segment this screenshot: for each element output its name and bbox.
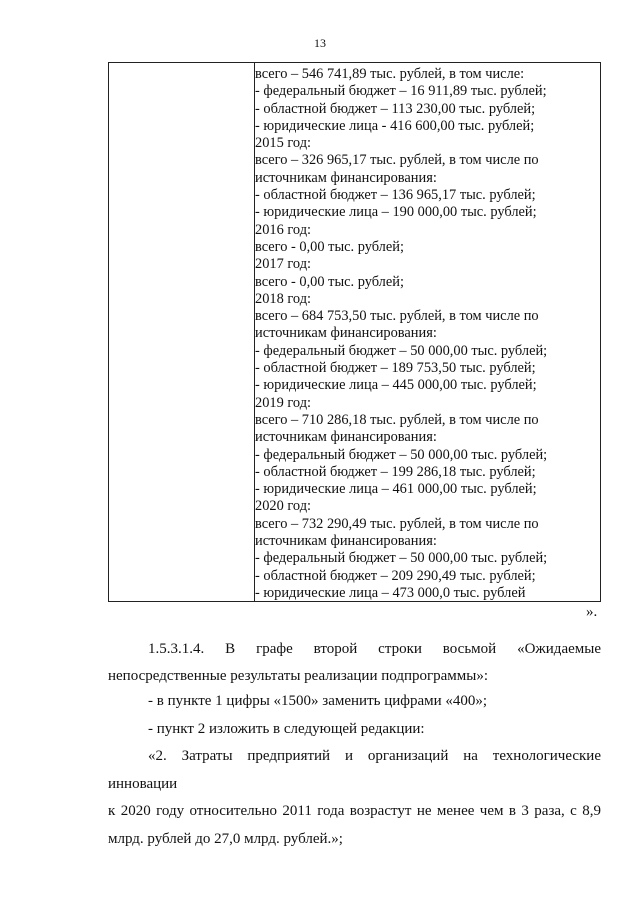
table-line: всего – 326 965,17 тыс. рублей, в том числе по xyxy=(255,152,539,169)
list-item: - в пункте 1 цифры «1500» заменить цифрами «400»; xyxy=(148,693,488,709)
table-line: - областной бюджет – 209 290,49 тыс. рублей; xyxy=(255,567,536,584)
table-line: всего – 684 753,50 тыс. рублей, в том числе по xyxy=(255,308,539,325)
table-line: - юридические лица – 473 000,0 тыс. рублей xyxy=(255,584,526,601)
paragraph-1-5-3-1-4 xyxy=(108,636,601,690)
table-line: - областной бюджет – 199 286,18 тыс. рублей; xyxy=(255,463,536,480)
table-line: всего – 546 741,89 тыс. рублей, в том числе: xyxy=(255,66,525,82)
quoted-paragraph xyxy=(108,743,601,853)
table-line: - областной бюджет – 113 230,00 тыс. рублей; xyxy=(255,100,536,117)
list-item: - пункт 2 изложить в следующей редакции: xyxy=(148,721,425,737)
table-line: источникам финансирования: xyxy=(255,429,437,446)
paragraph-line: млрд. рублей до 27,0 млрд. рублей.»; xyxy=(108,830,343,847)
table-line: - юридические лица – 190 000,00 тыс. рублей; xyxy=(255,204,537,221)
table-line: - федеральный бюджет – 50 000,00 тыс. рублей; xyxy=(255,342,548,359)
funding-table xyxy=(108,62,601,602)
table-line: всего – 710 286,18 тыс. рублей, в том числе по xyxy=(255,411,539,428)
table-line: 2018 год: xyxy=(255,290,312,307)
table-line: источникам финансирования: xyxy=(255,325,437,342)
table-line: - федеральный бюджет – 50 000,00 тыс. рублей; xyxy=(255,550,548,567)
closing-quote: ». xyxy=(586,604,598,620)
table-line: - юридические лица - 416 600,00 тыс. рублей; xyxy=(255,117,535,134)
table-line: - юридические лица – 461 000,00 тыс. рублей; xyxy=(255,481,537,498)
table-line: - федеральный бюджет – 50 000,00 тыс. рублей; xyxy=(255,446,548,463)
paragraph-line: к 2020 году относительно 2011 года возрастут не менее чем в 3 раза, с 8,9 xyxy=(108,803,601,819)
table-left-cell xyxy=(109,63,255,601)
table-line: источникам финансирования: xyxy=(255,169,437,186)
page-number: 13 xyxy=(314,36,326,50)
table-line: 2020 год: xyxy=(255,498,312,515)
paragraph-line: «2. Затраты предприятий и организаций на технологические инновации xyxy=(108,748,601,792)
table-line: 2015 год: xyxy=(255,135,312,152)
table-line: всего - 0,00 тыс. рублей; xyxy=(255,273,404,290)
paragraph-line: непосредственные результаты реализации подпрограммы»: xyxy=(108,668,489,684)
table-line: 2017 год: xyxy=(255,256,312,273)
table-line: всего - 0,00 тыс. рублей; xyxy=(255,238,404,255)
table-line: - областной бюджет – 136 965,17 тыс. рублей; xyxy=(255,187,536,204)
table-line: - федеральный бюджет – 16 911,89 тыс. рублей; xyxy=(255,83,547,100)
table-right-cell xyxy=(255,66,596,601)
table-line: 2019 год: xyxy=(255,394,312,411)
paragraph-line: 1.5.3.1.4. В графе второй строки восьмой «Ожидаемые xyxy=(148,641,601,657)
table-line: - юридические лица – 445 000,00 тыс. рублей; xyxy=(255,377,537,394)
table-line: всего – 732 290,49 тыс. рублей, в том числе по xyxy=(255,515,539,532)
table-line: 2016 год: xyxy=(255,221,312,238)
table-line: источникам финансирования: xyxy=(255,533,437,550)
table-line: - областной бюджет – 189 753,50 тыс. рублей; xyxy=(255,360,536,377)
